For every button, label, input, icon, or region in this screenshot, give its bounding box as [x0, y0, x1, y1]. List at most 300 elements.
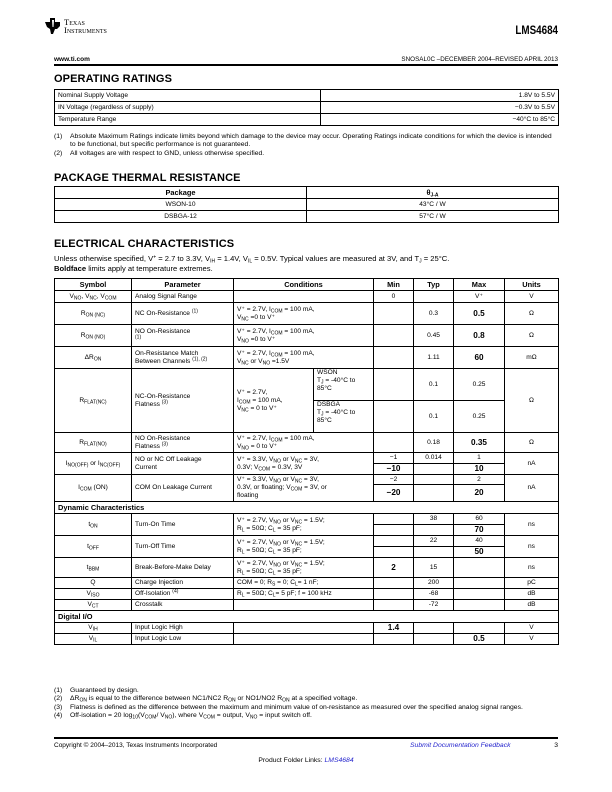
subscript: L	[241, 592, 245, 599]
text-fragment: = 50Ω; C	[244, 567, 273, 575]
min-cell: −10	[374, 464, 414, 475]
footnote	[54, 695, 558, 703]
product-folder-label: Product Folder Links:	[258, 757, 325, 764]
max-cell	[454, 589, 505, 600]
parameter-cell: COM On Leakage Current	[132, 475, 234, 502]
units-cell: V	[505, 623, 559, 634]
subscript: COM	[203, 714, 215, 721]
subscript: L	[272, 549, 276, 555]
text-fragment: = -40°C to	[323, 377, 356, 384]
text-fragment: =0 to V⁺	[248, 313, 276, 321]
units-cell: ns	[505, 558, 559, 578]
units-cell: ns	[505, 536, 559, 558]
subscript: FLAT(NC)	[84, 399, 107, 405]
subscript: L	[241, 570, 245, 576]
intro-bold: Boldface	[54, 264, 87, 273]
subscript: NC	[294, 458, 303, 464]
subscript: S	[272, 581, 276, 588]
subscript: NC	[89, 295, 97, 301]
text-fragment: or V	[280, 476, 295, 483]
superscript: (1)	[191, 308, 198, 314]
min-cell	[374, 589, 414, 600]
footnote	[54, 687, 558, 695]
subscript: ON	[90, 523, 98, 529]
conditions-cell	[234, 589, 374, 600]
min-cell: −2	[374, 475, 414, 485]
text-fragment: R	[79, 438, 85, 446]
units-cell: Ω	[505, 325, 559, 347]
text-fragment: V	[88, 635, 94, 642]
typ-cell: 0.45	[414, 325, 454, 347]
text-fragment: T	[317, 409, 322, 416]
footnote-key: (3)	[54, 703, 63, 711]
symbol-cell	[55, 634, 132, 645]
subscript: IH	[92, 626, 98, 633]
symbol-cell	[55, 558, 132, 578]
parameter-cell: Crosstalk	[132, 600, 234, 611]
text-fragment: DSBGA	[317, 401, 341, 408]
subscript: NC	[294, 478, 303, 485]
subscript: ON	[93, 356, 102, 362]
conditions-cell	[234, 600, 374, 611]
text-fragment: = 100 mA,	[282, 434, 315, 442]
min-cell: −20	[374, 485, 414, 502]
conditions-cell	[234, 453, 374, 475]
subscript: NO	[164, 714, 173, 721]
thermal-title: PACKAGE THERMAL RESISTANCE	[54, 172, 241, 184]
text-fragment: = output, V	[214, 712, 250, 720]
parameter-cell	[132, 347, 234, 369]
min-cell	[374, 578, 414, 589]
text-fragment: = 100 mA,	[282, 305, 315, 313]
parameter-cell	[132, 325, 234, 347]
section-row-digital	[55, 611, 559, 623]
units-cell: mΩ	[505, 347, 559, 369]
table-header-row	[55, 187, 559, 199]
text-fragment: ,	[96, 292, 101, 300]
symbol-cell	[55, 303, 132, 325]
header-rule	[54, 64, 558, 66]
conditions-cell	[234, 303, 374, 325]
subscript: NO	[262, 360, 271, 366]
symbol-cell	[55, 623, 132, 634]
typ-cell: 0.1	[414, 401, 454, 433]
text-fragment: 0.3V; V	[237, 463, 259, 471]
max-cell: 0.5	[454, 303, 505, 325]
text-fragment: V⁺ = 2.7V, I	[237, 305, 271, 313]
min-cell	[374, 547, 414, 558]
max-cell: 60	[454, 514, 505, 525]
subscript: ON (NC)	[85, 312, 106, 318]
superscript: (3)	[161, 441, 168, 447]
subscript: NO	[241, 338, 249, 344]
text-fragment: 85°C	[317, 417, 332, 424]
text-fragment: V⁺ = 3.3V, V	[237, 476, 274, 483]
text-fragment: ΔR	[84, 353, 94, 361]
subscript: NC	[241, 316, 249, 322]
text-fragment: t	[87, 542, 89, 550]
superscript: (1), (2)	[192, 356, 208, 362]
logo-text-texas: Texas	[64, 17, 85, 27]
subscript: COM	[258, 466, 271, 472]
subscript: NO	[241, 445, 249, 451]
text-fragment: Flatness	[135, 400, 160, 408]
text-fragment: or V	[280, 516, 295, 524]
text-fragment: = 100 mA,	[250, 396, 283, 404]
subscript: OFF	[88, 545, 99, 551]
submit-feedback-link[interactable]: Submit Documentation Feedback	[410, 742, 511, 749]
sup: +	[153, 254, 157, 261]
text-fragment: V	[86, 590, 91, 597]
header-min: Min	[374, 279, 414, 291]
symbol-cell	[55, 514, 132, 536]
text-fragment: Flatness	[135, 442, 160, 450]
text-fragment: V⁺ = 3.3V, V	[237, 455, 274, 463]
text-fragment: V	[237, 442, 242, 450]
table-row	[55, 578, 559, 589]
text-fragment: = 35 pF;	[275, 524, 302, 532]
typ-cell	[414, 547, 454, 558]
copyright: Copyright © 2004–2013, Texas Instruments Incorporated	[54, 742, 218, 749]
typ-cell	[414, 475, 454, 485]
parameter-cell	[132, 589, 234, 600]
table-row	[55, 303, 559, 325]
subscript: COM	[270, 308, 283, 314]
subscript: NO	[273, 541, 281, 547]
table-row	[55, 475, 559, 485]
text-fragment: = 1.5V;	[302, 538, 325, 546]
text-fragment: ), where V	[172, 712, 204, 720]
text-fragment: R	[237, 567, 242, 575]
text-fragment	[55, 187, 559, 223]
superscript: (4)	[172, 588, 179, 595]
intro-line	[54, 254, 564, 264]
subscript: ON (NO)	[85, 334, 106, 340]
subscript: NC	[294, 541, 303, 547]
header-parameter: Parameter	[132, 279, 234, 291]
parameter-cell	[132, 303, 234, 325]
subscript: COM	[270, 437, 283, 443]
conditions-cell	[234, 475, 374, 502]
subscript: NO	[273, 478, 281, 485]
units-cell: pC	[505, 578, 559, 589]
operating-ratings-notes	[54, 133, 558, 158]
subscript: NC	[241, 360, 249, 366]
product-folder	[0, 757, 612, 764]
typ-cell: -68	[414, 589, 454, 600]
text-fragment: NO On-Resistance	[135, 327, 191, 335]
typ-cell: 200	[414, 578, 454, 589]
typ-cell: 38	[414, 514, 454, 525]
text-fragment: COM = 0; R	[237, 579, 272, 586]
typ-cell	[414, 464, 454, 475]
parameter-cell: Analog Signal Range	[132, 291, 234, 303]
text-fragment: / V	[156, 712, 165, 720]
conditions-cell	[234, 514, 374, 536]
rating-label: Temperature Range	[55, 114, 321, 126]
sub: J	[419, 258, 422, 265]
table-row	[55, 114, 559, 126]
parameter-cell: Charge Injection	[132, 578, 234, 589]
subscript: NO	[273, 519, 281, 525]
symbol-cell	[55, 536, 132, 558]
table-row	[55, 536, 559, 547]
subscript: COM	[80, 486, 92, 493]
max-cell: 0.25	[454, 369, 505, 401]
max-cell: 20	[454, 485, 505, 502]
text-fragment: = 100 mA,	[282, 327, 315, 335]
text-fragment: = 3V,	[302, 476, 319, 483]
subscript: 10	[132, 714, 138, 721]
intro-line	[54, 264, 564, 274]
footnote-key: (1)	[54, 687, 63, 694]
text-fragment: R	[79, 396, 85, 404]
max-cell	[454, 558, 505, 578]
units-cell: V	[505, 291, 559, 303]
section-row-dynamic	[55, 502, 559, 514]
theta-value: 57°C / W	[307, 211, 559, 223]
rating-value: −0.3V to 5.5V	[321, 102, 559, 114]
text-fragment: = 1.5V;	[302, 559, 325, 567]
subscript: L	[241, 549, 245, 555]
subscript: CT	[91, 603, 99, 610]
theta-value: 43°C / W	[307, 199, 559, 211]
conditions-cell	[234, 291, 374, 303]
text-fragment: = 0.3V, 3V	[270, 463, 303, 471]
text-fragment: V	[258, 357, 263, 365]
max-cell: 40	[454, 536, 505, 547]
table-row	[55, 369, 559, 401]
footnote	[54, 712, 558, 720]
text-fragment: NC-On-Resistance	[135, 392, 191, 400]
subscript: ON	[282, 697, 290, 704]
text-fragment: V⁺ = 2.7V, V	[237, 538, 274, 546]
min-cell	[374, 433, 414, 453]
units-cell: ns	[505, 514, 559, 536]
package-condition-cell	[314, 369, 374, 401]
intro-text: = 2.7 to 3.3V, V	[156, 254, 211, 263]
min-cell	[374, 634, 414, 645]
text-fragment: V	[87, 601, 92, 608]
intro-text: limits apply at temperature extremes.	[86, 264, 213, 273]
text-fragment: (V	[137, 712, 145, 720]
rating-value: 1.8V to 5.5V	[321, 90, 559, 102]
typ-cell: 0.014	[414, 453, 454, 464]
logo-text-instruments: Instruments	[64, 25, 107, 35]
conditions-cell	[234, 578, 374, 589]
conditions-cell	[234, 433, 374, 453]
conditions-cell	[234, 369, 314, 433]
parameter-cell: Turn-Off Time	[132, 536, 234, 558]
typ-cell	[414, 623, 454, 634]
typ-cell: 0.3	[414, 303, 454, 325]
footnote-key: (1)	[54, 133, 63, 140]
max-cell: 2	[454, 475, 505, 485]
table-row	[55, 453, 559, 464]
table-header-row	[55, 279, 559, 291]
thermal-table	[54, 186, 559, 223]
units-cell: Ω	[505, 303, 559, 325]
subscript: ON	[79, 697, 87, 704]
text-fragment: at a specified voltage.	[289, 695, 358, 703]
max-cell	[454, 600, 505, 611]
intro-text: = 1.4V, V	[215, 254, 248, 263]
table-row	[55, 433, 559, 453]
units-cell: V	[505, 634, 559, 645]
min-cell	[374, 401, 414, 433]
text-fragment: R	[237, 524, 242, 532]
text-fragment: NC On-Resistance	[135, 309, 190, 317]
text-fragment: Off-isolation = 20 log	[70, 712, 133, 720]
subscript: BBM	[88, 566, 100, 572]
typ-cell: 0.18	[414, 433, 454, 453]
text-fragment: t	[86, 563, 89, 571]
text-fragment: V⁺ = 2.7V, I	[237, 434, 271, 442]
footnote-text: Guaranteed by design.	[70, 687, 139, 694]
text-fragment: 85°C	[317, 385, 332, 392]
parameter-cell: Input Logic Low	[132, 634, 234, 645]
conditions-cell	[234, 634, 374, 645]
subscript: J	[321, 379, 324, 386]
table-row	[55, 211, 559, 223]
symbol-cell	[55, 475, 132, 502]
min-cell: −1	[374, 453, 414, 464]
text-fragment: V⁺ = 2.7V, I	[237, 349, 271, 357]
units-cell: nA	[505, 453, 559, 475]
footnote	[54, 150, 558, 158]
table-row	[55, 558, 559, 578]
text-fragment: = 0 to V⁺	[248, 404, 277, 412]
text-fragment: I	[97, 459, 100, 467]
footnote	[54, 704, 558, 712]
document-id: SNOSAL0C –DECEMBER 2004–REVISED APRIL 2013	[401, 56, 558, 63]
text-fragment: V	[69, 292, 74, 300]
subscript: NC(OFF)	[99, 462, 121, 468]
package-name: WSON-10	[55, 199, 307, 211]
text-fragment: Current	[135, 463, 157, 471]
intro-text: = 25°C.	[421, 254, 450, 263]
text-fragment: = 35 pF;	[275, 546, 302, 554]
symbol-cell	[55, 347, 132, 369]
text-fragment: = 50Ω; C	[244, 524, 273, 532]
text-fragment: V	[237, 335, 242, 343]
intro-text: Unless otherwise specified, V	[54, 254, 154, 263]
subscript: J	[321, 411, 324, 418]
text-fragment: = 35 pF;	[275, 567, 302, 575]
text-fragment: = 1 nF;	[297, 579, 319, 586]
text-fragment	[55, 90, 559, 126]
subscript: FLAT(NO)	[84, 441, 107, 447]
min-cell	[374, 303, 414, 325]
text-fragment: or NO1/NO2 R	[235, 695, 283, 703]
subscript: NO	[73, 295, 82, 301]
units-cell: nA	[505, 475, 559, 502]
text-fragment: V⁺ = 2.7V,	[237, 388, 268, 396]
min-cell	[374, 525, 414, 536]
text-fragment: R	[237, 590, 242, 597]
min-cell: 2	[374, 558, 414, 578]
text-fragment: = -40°C to	[323, 409, 356, 416]
symbol-cell	[55, 600, 132, 611]
text-fragment: = 50Ω; C	[244, 546, 273, 554]
table-row	[55, 102, 559, 114]
table-row	[55, 199, 559, 211]
text-fragment	[55, 279, 559, 645]
table-row	[55, 634, 559, 645]
symbol-cell	[55, 291, 132, 303]
footnote-text: Absolute Maximum Ratings indicate limits beyond which damage to the device may occur. Operating Ratings indicate conditions for which the device is intended to be functional, but specific performance is not guaranteed.	[70, 133, 552, 149]
text-fragment: V⁺ = 2.7V, I	[237, 327, 271, 335]
max-cell	[454, 578, 505, 589]
subscript: COM	[270, 352, 283, 358]
website-link[interactable]: www.ti.com	[54, 56, 90, 63]
units-cell: dB	[505, 600, 559, 611]
text-fragment: = 1.5V;	[302, 516, 325, 524]
text-fragment: V	[100, 292, 105, 300]
text-fragment: = 5 pF; f = 100 kHz	[275, 590, 332, 597]
subscript: L	[241, 527, 245, 533]
text-fragment: = 100 mA,	[282, 349, 315, 357]
package-name: DSBGA-12	[55, 211, 307, 223]
section-label: Digital I/O	[55, 611, 559, 623]
text-fragment: t	[88, 520, 91, 528]
text-fragment: =0 to V⁺	[248, 335, 276, 343]
subscript: ON	[228, 697, 236, 704]
text-fragment: I	[237, 396, 239, 404]
text-fragment: V⁺ = 2.7V, V	[237, 559, 274, 567]
max-cell	[454, 623, 505, 634]
text-fragment: NO On-Resistance	[135, 434, 191, 442]
electrical-title: ELECTRICAL CHARACTERISTICS	[54, 238, 235, 250]
text-fragment: = 3V,	[302, 455, 319, 463]
parameter-cell: Input Logic High	[132, 623, 234, 634]
theta-subscript: J-A	[430, 192, 439, 198]
ti-logo	[44, 17, 124, 37]
header-units: Units	[505, 279, 559, 291]
text-fragment: R	[237, 546, 242, 554]
ti-logo-icon	[44, 17, 62, 35]
max-cell: 60	[454, 347, 505, 369]
text-fragment: On-Resistance Match	[135, 349, 199, 357]
page-number: 3	[554, 742, 558, 749]
table-row	[55, 514, 559, 525]
sub: IH	[210, 258, 216, 265]
footnote-text: All voltages are with respect to GND, unless otherwise specified.	[70, 149, 265, 157]
package-condition-cell	[314, 401, 374, 433]
subscript: NC	[294, 519, 303, 525]
text-fragment: V	[237, 357, 242, 365]
footnote-key: (2)	[54, 149, 63, 157]
conditions-cell	[234, 347, 374, 369]
symbol-cell	[55, 433, 132, 453]
min-cell: 1.4	[374, 623, 414, 634]
text-fragment: = input switch off.	[257, 712, 312, 720]
text-fragment: = 50Ω; C	[244, 590, 273, 597]
text-fragment: Off-Isolation	[135, 590, 171, 597]
typ-cell	[414, 291, 454, 303]
text-fragment: R	[80, 309, 86, 317]
superscript: (1)	[135, 334, 142, 340]
parameter-cell	[132, 433, 234, 453]
table-row	[55, 90, 559, 102]
text-fragment: T	[317, 377, 322, 384]
text-fragment: ΔR	[70, 695, 80, 703]
min-cell	[374, 514, 414, 525]
symbol-cell	[55, 589, 132, 600]
footnote-text	[70, 712, 312, 720]
text-fragment: V	[88, 624, 93, 631]
product-folder-link[interactable]: LMS4684	[324, 757, 354, 764]
